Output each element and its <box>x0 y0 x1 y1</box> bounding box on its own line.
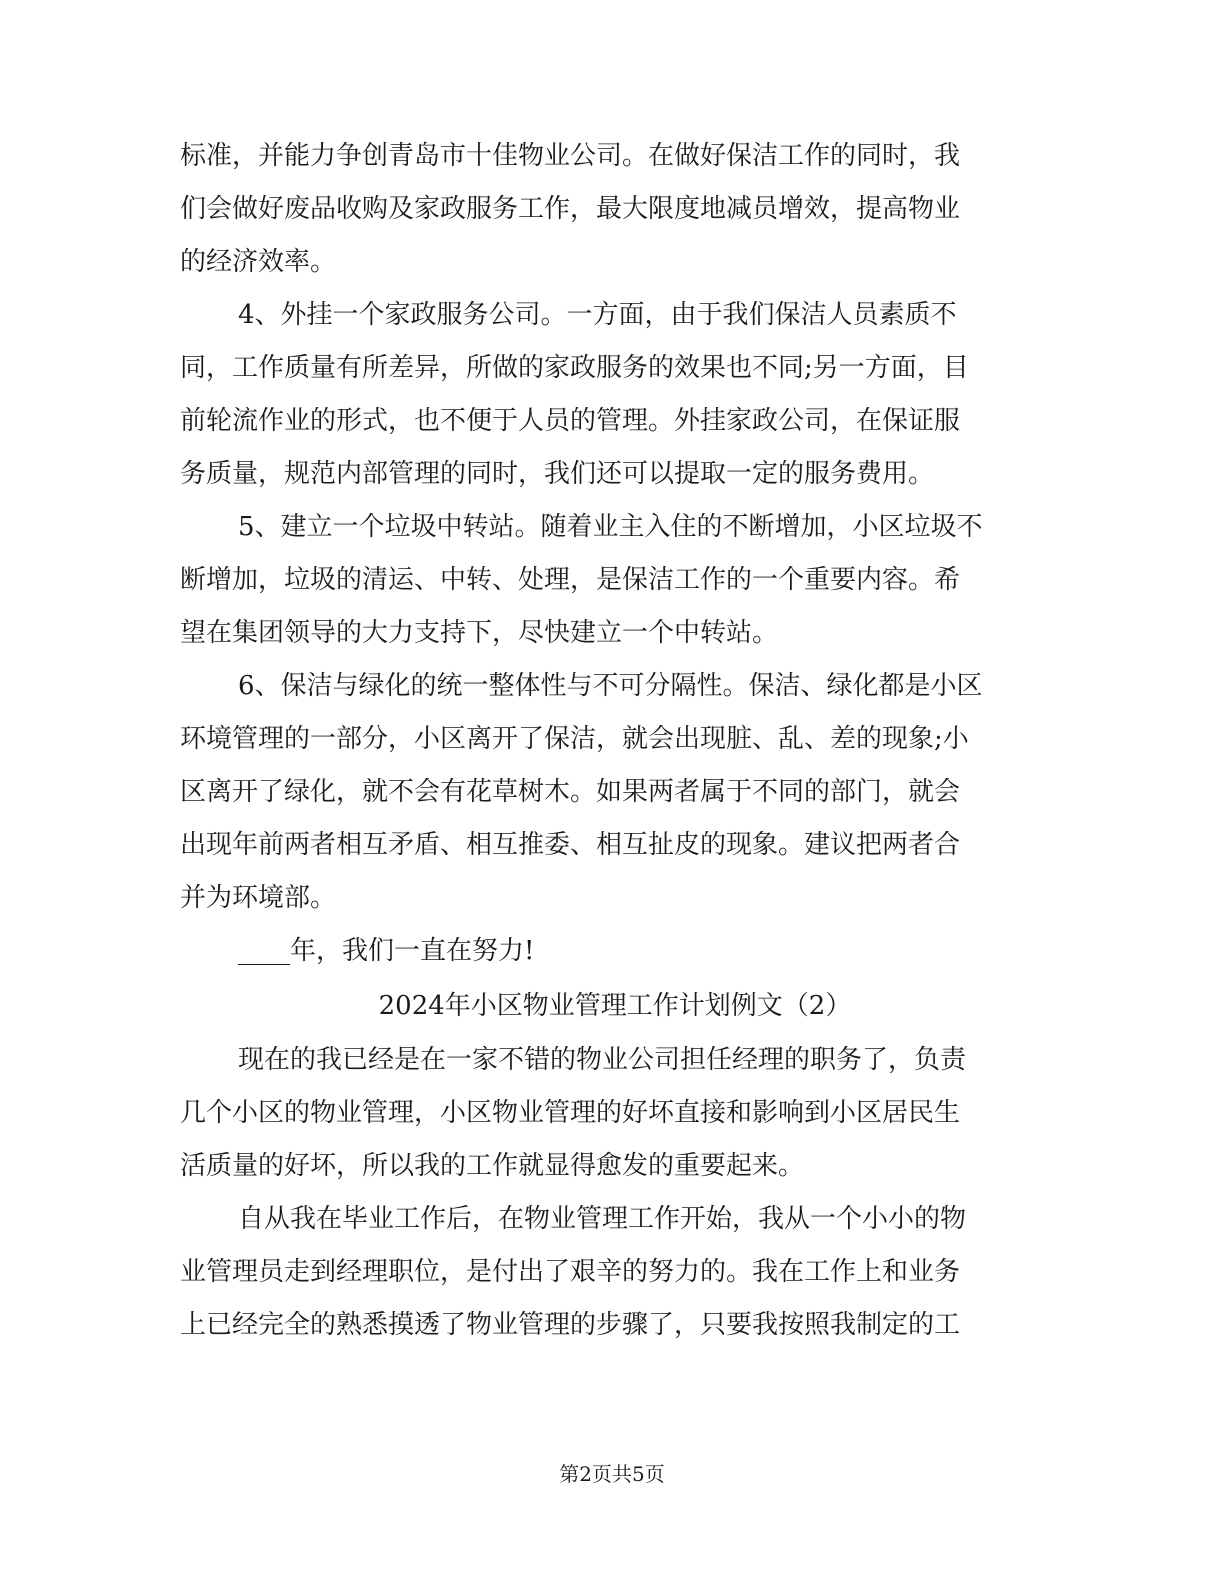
text-line: 的经济效率。 <box>180 247 337 277</box>
text-line: 并为环境部。 <box>180 883 337 913</box>
text-line: 们会做好废品收购及家政服务工作，最大限度地减员增效，提高物业 <box>180 194 961 224</box>
text-line: 5、建立一个垃圾中转站。随着业主入住的不断增加，小区垃圾不 <box>238 512 983 542</box>
text-line: 出现年前两者相互矛盾、相互推委、相互扯皮的现象。建议把两者合 <box>180 830 961 860</box>
paragraph <box>180 130 1050 289</box>
text-line: 活质量的好坏，所以我的工作就显得愈发的重要起来。 <box>180 1151 805 1181</box>
paragraph <box>180 289 1050 501</box>
paragraph <box>180 925 1050 978</box>
text-line: 几个小区的物业管理，小区物业管理的好坏直接和影响到小区居民生 <box>180 1098 961 1128</box>
text-line: 望在集团领导的大力支持下，尽快建立一个中转站。 <box>180 618 779 648</box>
text-line: 上已经完全的熟悉摸透了物业管理的步骤了，只要我按照我制定的工 <box>180 1310 961 1340</box>
text-line: 标准，并能力争创青岛市十佳物业公司。在做好保洁工作的同时，我 <box>180 141 961 171</box>
text-line: 区离开了绿化，就不会有花草树木。如果两者属于不同的部门，就会 <box>180 777 961 807</box>
paragraph <box>180 1193 1050 1352</box>
section-title: 2024年小区物业管理工作计划例文（2） <box>378 991 852 1021</box>
text-line: 6、保洁与绿化的统一整体性与不可分隔性。保洁、绿化都是小区 <box>238 671 983 701</box>
document-body <box>180 130 1050 1352</box>
text-line: 自从我在毕业工作后，在物业管理工作开始，我从一个小小的物 <box>238 1204 967 1234</box>
paragraph <box>180 660 1050 925</box>
text-line: 现在的我已经是在一家不错的物业公司担任经理的职务了，负责 <box>238 1045 967 1075</box>
text-line: ____年，我们一直在努力! <box>238 936 535 966</box>
page-number-footer: 第2页共5页 <box>559 1462 665 1486</box>
text-line: 断增加，垃圾的清运、中转、处理，是保洁工作的一个重要内容。希 <box>180 565 961 595</box>
text-line: 环境管理的一部分，小区离开了保洁，就会出现脏、乱、差的现象;小 <box>180 724 969 754</box>
text-line: 务质量，规范内部管理的同时，我们还可以提取一定的服务费用。 <box>180 459 935 489</box>
text-line: 业管理员走到经理职位，是付出了艰辛的努力的。我在工作上和业务 <box>180 1257 961 1287</box>
paragraph <box>180 501 1050 660</box>
paragraph <box>180 1034 1050 1193</box>
text-line: 前轮流作业的形式，也不便于人员的管理。外挂家政公司，在保证服 <box>180 406 961 436</box>
text-line: 4、外挂一个家政服务公司。一方面，由于我们保洁人员素质不 <box>238 300 957 330</box>
text-line: 同，工作质量有所差异，所做的家政服务的效果也不同;另一方面，目 <box>180 353 969 383</box>
